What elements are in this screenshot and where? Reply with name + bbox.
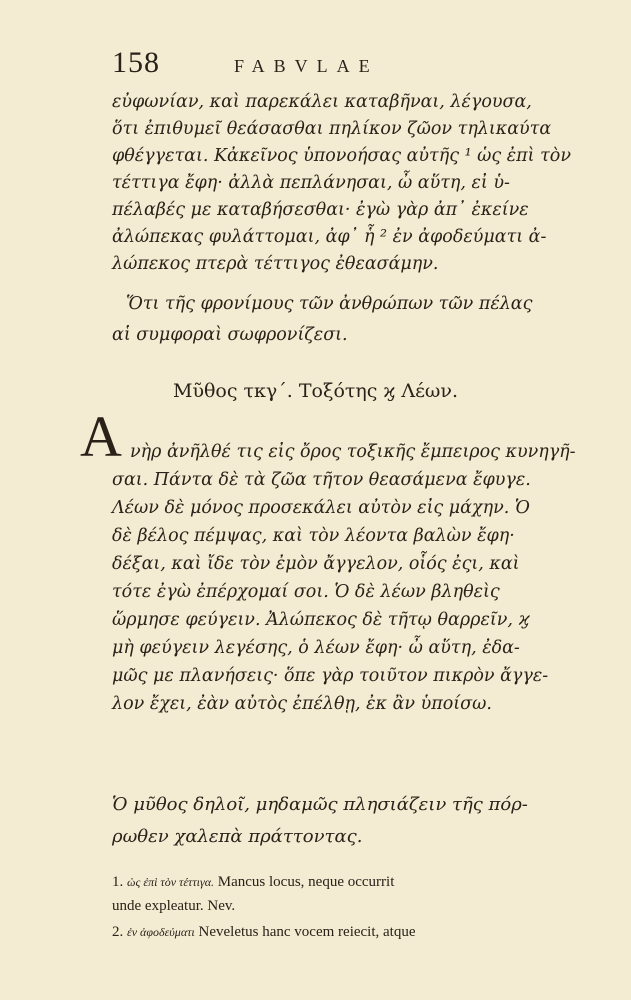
page-number: 158 bbox=[112, 46, 160, 79]
text-line: δέξαι, καὶ ἴδε τὸν ἐμὸν ἄγγελον, οἷός ἐςι, καὶ bbox=[112, 554, 520, 574]
text-line: λον ἔχει, ἐὰν αὐτὸς ἐπέλθῃ, ἐκ ἂν ὑποίσω. bbox=[112, 694, 492, 714]
text-line: νὴρ ἀνῆλθέ τις εἰς ὄρος τοξικῆς ἔμπειρος κυνηγῆ- bbox=[130, 442, 576, 462]
text-line: ὅτι ἐπιθυμεῖ θεάσασθαι πηλίκον ζῶον τηλικαύτα bbox=[112, 119, 552, 139]
text-line: λώπεκος πτερὰ τέττιγος ἐθεασάμην. bbox=[112, 254, 439, 274]
drop-cap: Α bbox=[80, 404, 122, 469]
footnote bbox=[112, 874, 582, 891]
text-line: πέλαβές με καταβήσεσθαι· ἐγὼ γὰρ ἀπ᾽ ἐκείνε bbox=[112, 200, 529, 220]
moral-line: αἱ συμφοραὶ σωφρονίζεσι. bbox=[112, 325, 348, 345]
moral-line: Ὅτι τῆς φρονίμους τῶν ἀνθρώπων τῶν πέλας bbox=[126, 294, 533, 314]
text-line: σαι. Πάντα δὲ τὰ ζῶα τῆτον θεασάμενα ἔφυγε. bbox=[112, 470, 531, 490]
text-line: ὥρμησε φεύγειν. Ἀλώπεκος δὲ τῆτῳ θαρρεῖν, ϗ bbox=[112, 610, 530, 630]
text-line: φθέγγεται. Κἀκεῖνος ὑπονοήσας αὐτῆς ¹ ὡς ἐπὶ τὸν bbox=[112, 146, 571, 166]
text-line: μὴ φεύγειν λεγέσης, ὁ λέων ἔφη· ὦ αὕτη, ἐδα- bbox=[112, 638, 520, 658]
text-line: δὲ βέλος πέμψας, καὶ τὸν λέοντα βαλὼν ἔφη· bbox=[112, 526, 515, 546]
text-line: μῶς με πλανήσεις· ὅπε γὰρ τοιῦτον πικρὸν ἄγγε- bbox=[112, 666, 549, 686]
footnote-marker: 1. bbox=[112, 874, 124, 890]
page-header bbox=[112, 46, 572, 86]
fable-title: Μῦθος τκγ΄. Τοξότης ϗ Λέων. bbox=[172, 380, 458, 402]
text-line: Λέων δὲ μόνος προσεκάλει αὐτὸν εἰς μάχην. Ὁ bbox=[112, 498, 530, 518]
footnote-greek: ἐν ἀφοδεύματι bbox=[127, 925, 195, 939]
moral-line: ρωθεν χαλεπὰ πράττοντας. bbox=[112, 826, 363, 847]
footnote-greek: ὡς ἐπὶ τὸν τέττιγα. bbox=[127, 875, 215, 889]
footnote-text: unde expleatur. Nev. bbox=[112, 898, 236, 914]
footnote-marker: 2. bbox=[112, 924, 124, 940]
footnote-text: Neveletus hanc vocem reiecit, atque bbox=[198, 924, 416, 940]
text-line: τότε ἐγὼ ἐπέρχομαί σοι. Ὁ δὲ λέων βληθεὶς bbox=[112, 582, 500, 602]
footnote-text: Mancus locus, neque occurrit bbox=[217, 874, 395, 890]
text-line: τέττιγα ἔφη· ἀλλὰ πεπλάνησαι, ὦ αὕτη, εἰ ὑ- bbox=[112, 173, 510, 193]
text-line: εὐφωνίαν, καὶ παρεκάλει καταβῆναι, λέγουσα, bbox=[112, 92, 532, 112]
running-head: FABVLAE bbox=[234, 56, 379, 76]
footnote bbox=[112, 924, 582, 941]
footnote bbox=[112, 898, 582, 915]
moral-line: Ὁ μῦθος δηλοῖ, μηδαμῶς πλησιάζειν τῆς πόρ- bbox=[112, 794, 528, 815]
text-line: ἀλώπεκας φυλάττομαι, ἀφ᾽ ἧ ² ἐν ἀφοδεύματι ἀ- bbox=[112, 227, 547, 247]
